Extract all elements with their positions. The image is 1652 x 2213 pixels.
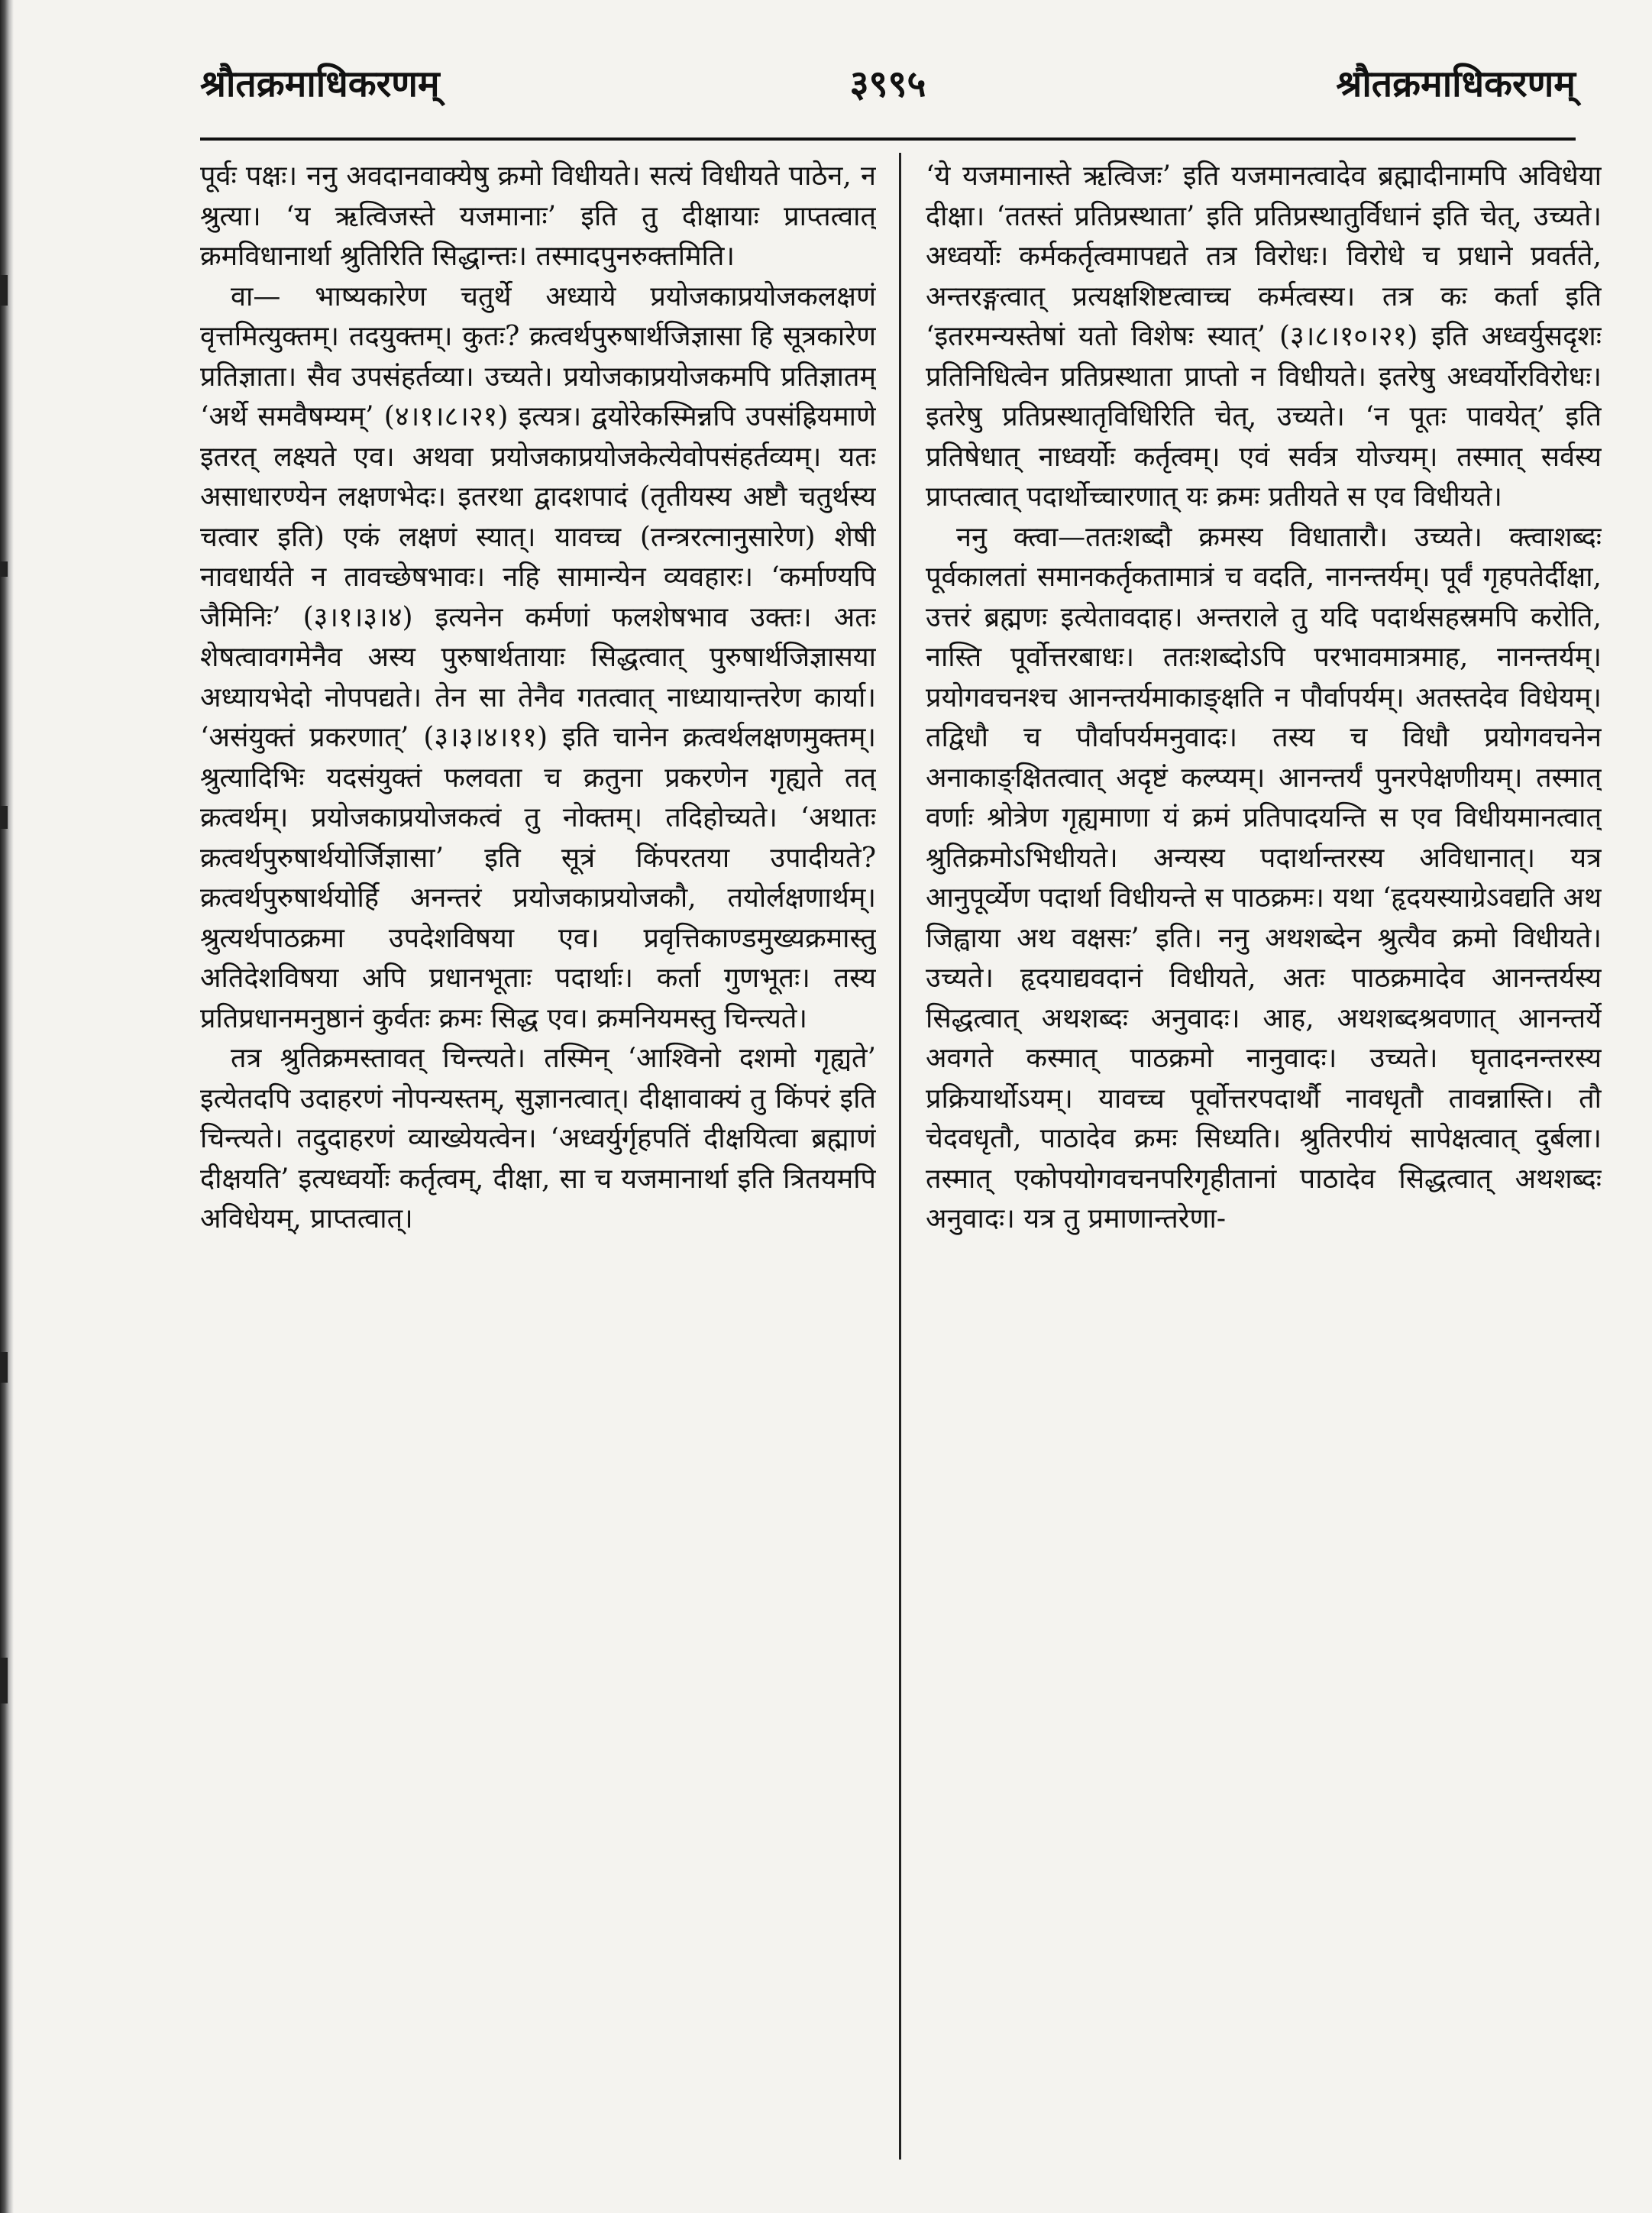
header-right-title: श्रौतक्रमाधिकरणम्	[1336, 63, 1576, 105]
column-divider	[899, 153, 901, 2160]
paragraph: ‘ये यजमानास्ते ऋत्विजः’ इति यजमानत्वादेव ब्रह्मादीनामपि अविधेया दीक्षा। ‘ततस्तं प्रतिप्रस्थाता’ इति प्रतिप्रस्थातुर्विधानं इति चेत्, उच्यते। अध्वर्योः कर्मकर्तृत्वमापद्यते तत्र विरोधः। विरोधे च प्रधाने प्रवर्तते, अन्तरङ्गत्वात् प्रत्यक्षशिष्टत्वाच्च कर्मत्वस्य। तत्र कः कर्ता इति ‘इतरमन्यस्तेषां यतो विशेषः स्यात्’ (३।८।१०।२१) इति अध्वर्युसदृशः प्रतिनिधित्वेन प्रतिप्रस्थाता प्राप्तो न विधीयते। इतरेषु अध्वर्योरविरोधः। इतरेषु प्रतिप्रस्थातृविधिरिति चेत्, उच्यते। ‘न पूतः पावयेत्’ इति प्रतिषेधात् नाध्वर्योः कर्तृत्वम्। एवं सर्वत्र योज्यम्। तस्मात् सर्वस्य प्राप्तत्वात् पदार्थोच्चारणात् यः क्रमः प्रतीयते स एव विधीयते।	[926, 160, 1602, 513]
paragraph: तत्र श्रुतिक्रमस्तावत् चिन्त्यते। तस्मिन् ‘आश्विनो दशमो गृह्यते’ इत्येतदपि उदाहरणं नोपन्यस्तम्, सुज्ञानत्वात्। दीक्षावाक्यं तु किंपरं इति चिन्त्यते। तदुदाहरणं व्याख्येयत्वेन। ‘अध्वर्युर्गृहपतिं दीक्षयित्वा ब्रह्माणं दीक्षयति’ इत्यध्वर्योः कर्तृत्वम्, दीक्षा, सा च यजमानार्था इति त्रितयमपि अविधेयम्, प्राप्तत्वात्।	[200, 1043, 876, 1234]
paragraph: ननु क्त्वा—ततःशब्दौ क्रमस्य विधातारौ। उच्यते। क्त्वाशब्दः पूर्वकालतां समानकर्तृकतामात्रं च वदति, नानन्तर्यम्। पूर्वं गृहपतेर्दीक्षा, उत्तरं ब्रह्मणः इत्येतावदाह। अन्तराले तु यदि पदार्थसहस्रमपि करोति, नास्ति पूर्वोत्तरबाधः। ततःशब्दोऽपि परभावमात्रमाह, नानन्तर्यम्। प्रयोगवचनश्च आनन्तर्यमाकाङ्क्षति न पौर्वापर्यम्। अतस्तदेव विधेयम्। तद्विधौ च पौर्वापर्यमनुवादः। तस्य च विधौ प्रयोगवचनेन अनाकाङ्क्षितत्वात् अदृष्टं कल्प्यम्। आनन्तर्यं पुनरपेक्षणीयम्। तस्मात् वर्णाः श्रोत्रेण गृह्यमाणा यं क्रमं प्रतिपादयन्ति स एव विधीयमानत्वात् श्रुतिक्रमोऽभिधीयते। अन्यस्य पदार्थान्तरस्य अविधानात्। यत्र आनुपूर्व्येण पदार्था विधीयन्ते स पाठक्रमः। यथा ‘हृदयस्याग्रेऽवद्यति अथ जिह्वाया अथ वक्षसः’ इति। ननु अथशब्देन श्रुत्यैव क्रमो विधीयते। उच्यते। हृदयाद्यवदानं विधीयते, अतः पाठक्रमादेव आनन्तर्यस्य सिद्धत्वात् अथशब्दः अनुवादः। आह, अथशब्दश्रवणात् आनन्तर्ये अवगते कस्मात् पाठक्रमो नानुवादः। उच्यते। घृतादनन्तरस्य प्रक्रियार्थोऽयम्। यावच्च पूर्वोत्तरपदार्थौ नावधृतौ तावन्नास्ति। तौ चेदवधृतौ, पाठादेव क्रमः सिध्यति। श्रुतिरपीयं सापेक्षत्वात् दुर्बला। तस्मात् एकोपयोगवचनपरिगृहीतानां पाठादेव सिद्धत्वात् अथशब्दः अनुवादः। यत्र तु प्रमाणान्तरेणा-	[926, 521, 1602, 1234]
paragraph: वा— भाष्यकारेण चतुर्थे अध्याये प्रयोजकाप्रयोजकलक्षणं वृत्तमित्युक्तम्। तदयुक्तम्। कुतः? क्रत्वर्थपुरुषार्थजिज्ञासा हि सूत्रकारेण प्रतिज्ञाता। सैव उपसंहर्तव्या। उच्यते। प्रयोजकाप्रयोजकमपि प्रतिज्ञातम् ‘अर्थे समवैषम्यम्’ (४।१।८।२१) इत्यत्र। द्वयोरेकस्मिन्नपि उपसंह्रियमाणे इतरत् लक्ष्यते एव। अथवा प्रयोजकाप्रयोजकेत्येवोपसंहर्तव्यम्। यतः असाधारण्येन लक्षणभेदः। इतरथा द्वादशपादं (तृतीयस्य अष्टौ चतुर्थस्य चत्वार इति) एकं लक्षणं स्यात्। यावच्च (तन्त्ररत्नानुसारेण) शेषी नावधार्यते न तावच्छेषभावः। नहि सामान्येन व्यवहारः। ‘कर्माण्यपि जैमिनिः’ (३।१।३।४) इत्यनेन कर्मणां फलशेषभाव उक्तः। अतः शेषत्वावगमेनैव अस्य पुरुषार्थतायाः सिद्धत्वात् पुरुषार्थजिज्ञासया अध्यायभेदो नोपपद्यते। तेन सा तेनैव गतत्वात् नाध्यायान्तरेण कार्या। ‘असंयुक्तं प्रकरणात्’ (३।३।४।११) इति चानेन क्रत्वर्थलक्षणमुक्तम्। श्रुत्यादिभिः यदसंयुक्तं फलवता च क्रतुना प्रकरणेन गृह्यते तत् क्रत्वर्थम्। प्रयोजकाप्रयोजकत्वं तु नोक्तम्। तदिहोच्यते। ‘अथातः क्रत्वर्थपुरुषार्थयोर्जिज्ञासा’ इति सूत्रं किंपरतया उपादीयते? क्रत्वर्थपुरुषार्थयोर्हि अनन्तरं प्रयोजकाप्रयोजकौ, तयोर्लक्षणार्थम्। श्रुत्यर्थपाठक्रमा उपदेशविषया एव। प्रवृत्तिकाण्डमुख्यक्रमास्तु अतिदेशविषया अपि प्रधानभूताः पदार्थाः। कर्ता गुणभूतः। तस्य प्रतिप्रधानमनुष्ठानं कुर्वतः क्रमः सिद्ध एव। क्रमनियमस्तु चिन्त्यते।	[200, 280, 876, 1034]
running-header	[200, 53, 1576, 115]
left-column	[200, 157, 876, 2162]
right-column	[926, 157, 1602, 2162]
binding-mark	[0, 561, 8, 577]
binding-mark	[0, 806, 8, 829]
binding-mark	[0, 275, 8, 306]
header-rule	[200, 138, 1576, 141]
page-number: ३९९५	[849, 63, 926, 105]
paragraph: पूर्वः पक्षः। ननु अवदानवाक्येषु क्रमो विधीयते। सत्यं विधीयते पाठेन, न श्रुत्या। ‘य ऋत्विजस्ते यजमानाः’ इति तु दीक्षायाः प्राप्तत्वात् क्रमविधानार्था श्रुतिरिति सिद्धान्तः। तस्मादपुनरुक्तमिति।	[200, 160, 876, 272]
binding-edge	[0, 0, 14, 2213]
header-left-title: श्रौतक्रमाधिकरणम्	[200, 63, 440, 105]
binding-mark	[0, 1352, 8, 1383]
binding-mark	[0, 1658, 8, 1703]
